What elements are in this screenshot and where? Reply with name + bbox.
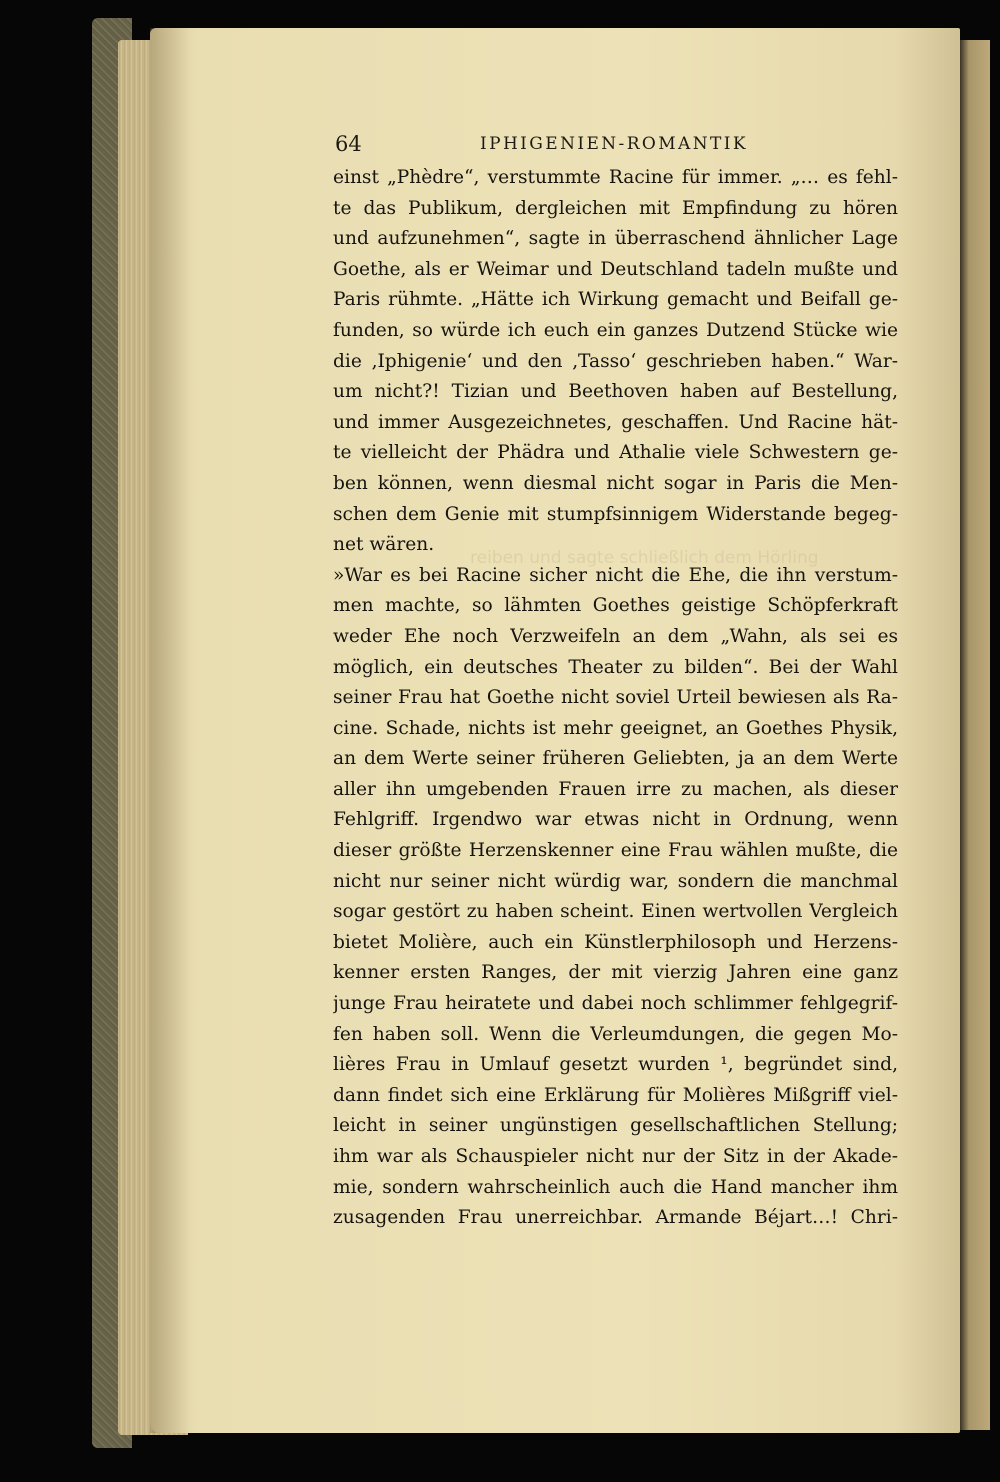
text-line: schen dem Genie mit stumpfsinnigem Widerstande begeg- bbox=[333, 503, 898, 525]
text-line: mie, sondern wahrscheinlich auch die Hand mancher ihm bbox=[333, 1176, 898, 1198]
text-line: bietet Molière, auch ein Künstlerphilosoph und Herzens- bbox=[333, 931, 898, 953]
text-line: einst „Phèdre“, verstummte Racine für immer. „… es fehl- bbox=[333, 167, 898, 188]
text-line: um nicht?! Tizian und Beethoven haben auf Bestellung, bbox=[333, 381, 898, 403]
text-line: seiner Frau hat Goethe nicht soviel Urteil bewiesen als Ra- bbox=[333, 687, 898, 709]
text-line: und immer Ausgezeichnetes, geschaffen. Und Racine hät- bbox=[333, 411, 898, 433]
text-line: aller ihn umgebenden Frauen irre zu machen, als dieser bbox=[333, 778, 898, 800]
facing-page-edge bbox=[960, 40, 990, 1430]
text-line: net wären. bbox=[333, 534, 435, 556]
text-line: Fehlgriff. Irgendwo war etwas nicht in Ordnung, wenn bbox=[333, 809, 898, 831]
text-line: te vielleicht der Phädra und Athalie viele Schwestern ge- bbox=[333, 442, 898, 464]
text-line: »War es bei Racine sicher nicht die Ehe, die ihn verstum- bbox=[333, 564, 898, 586]
text-line: kenner ersten Ranges, der mit vierzig Jahren eine ganz bbox=[333, 962, 898, 984]
text-line: und aufzunehmen“, sagte in überraschend ähnlicher Lage bbox=[333, 228, 898, 250]
show-through-text: reiben und sagte schließlich dem Hörling bbox=[470, 548, 819, 568]
text-line: möglich, ein deutsches Theater zu bilden“. Bei der Wahl bbox=[333, 656, 898, 678]
text-line: dieser größte Herzenskenner eine Frau wählen mußte, die bbox=[333, 840, 898, 862]
text-line: leicht in seiner ungünstigen gesellschaftlichen Stellung; bbox=[333, 1115, 898, 1137]
text-line: dann findet sich eine Erklärung für Molières Mißgriff viel- bbox=[333, 1084, 898, 1106]
text-line: sogar gestört zu haben scheint. Einen wertvollen Vergleich bbox=[333, 901, 898, 923]
running-title: IPHIGENIEN-ROMANTIK bbox=[480, 134, 748, 154]
text-line: funden, so würde ich euch ein ganzes Dutzend Stücke wie bbox=[333, 319, 898, 341]
text-line: Paris rühmte. „Hätte ich Wirkung gemacht und Beifall ge- bbox=[333, 289, 898, 311]
text-line: lières Frau in Umlauf gesetzt wurden ¹, begründet sind, bbox=[333, 1054, 898, 1076]
text-line: junge Frau heiratete und dabei noch schlimmer fehlgegrif- bbox=[333, 993, 898, 1015]
running-head bbox=[335, 132, 775, 164]
text-line: fen haben soll. Wenn die Verleumdungen, die gegen Mo- bbox=[333, 1023, 898, 1045]
text-line: cine. Schade, nichts ist mehr geeignet, an Goethes Physik, bbox=[333, 717, 898, 739]
text-line: ihm war als Schauspieler nicht nur der Sitz in der Akade- bbox=[333, 1146, 898, 1167]
text-line: zusagenden Frau unerreichbar. Armande Béjart…! Chri- bbox=[333, 1207, 898, 1229]
text-line: ben können, wenn diesmal nicht sogar in Paris die Men- bbox=[333, 472, 898, 494]
text-line: weder Ehe noch Verzweifeln an dem „Wahn, als sei es bbox=[333, 625, 898, 647]
text-line: an dem Werte seiner früheren Geliebten, ja an dem Werte bbox=[333, 748, 898, 770]
text-line: men machte, so lähmten Goethes geistige Schöpferkraft bbox=[333, 595, 898, 617]
text-line: te das Publikum, dergleichen mit Empfindung zu hören bbox=[333, 197, 898, 219]
text-line: die ‚Iphigenie‘ und den ‚Tasso‘ geschrieben haben.“ War- bbox=[333, 350, 898, 372]
page-number: 64 bbox=[335, 132, 362, 156]
text-line: nicht nur seiner nicht würdig war, sondern die manchmal bbox=[333, 870, 898, 892]
body-text bbox=[333, 163, 898, 1234]
text-line: Goethe, als er Weimar und Deutschland tadeln mußte und bbox=[333, 258, 898, 280]
